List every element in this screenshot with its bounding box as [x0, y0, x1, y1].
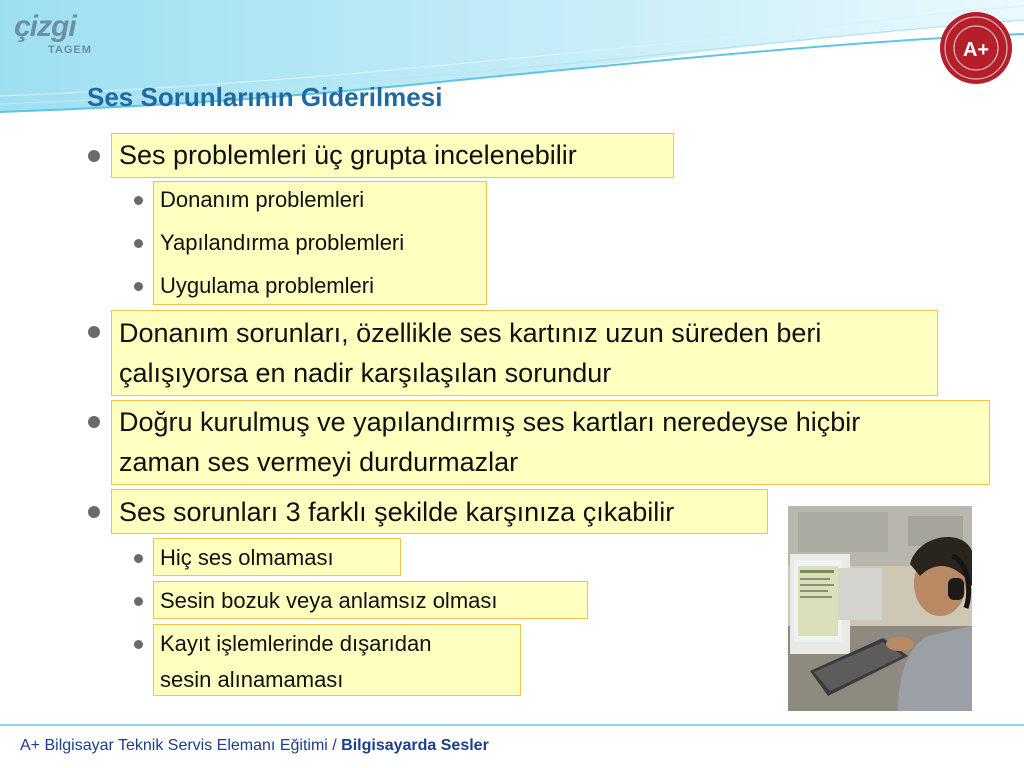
- footer-topic: Bilgisayarda Sesler: [341, 737, 489, 754]
- a-plus-certificate-seal: [938, 10, 1014, 86]
- logo-wordmark: çizgi: [14, 10, 76, 43]
- bullet-text-continuation: zaman ses vermeyi durdurmazlar: [119, 447, 519, 477]
- cizgi-tagem-logo: [14, 10, 114, 62]
- footer: [20, 737, 489, 755]
- sub-bullet-text: Yapılandırma problemleri: [160, 230, 405, 255]
- footer-course: A+ Bilgisayar Teknik Servis Elemanı Eğitimi /: [20, 737, 342, 754]
- logo-subtext: TAGEM: [48, 44, 92, 56]
- sub-bullet-text-continuation: sesin alınamaması: [160, 667, 344, 692]
- bullet-dot: [88, 416, 100, 428]
- sub-bullet-dot: [134, 640, 143, 649]
- bullet-dot: [88, 150, 100, 162]
- bullet-dot: [88, 506, 100, 518]
- sub-bullet-dot: [134, 597, 143, 606]
- sub-bullet-text: Uygulama problemleri: [160, 273, 374, 298]
- sub-bullet-dot: [134, 554, 143, 563]
- sub-bullet-text: Kayıt işlemlerinde dışarıdan: [160, 631, 432, 656]
- sub-bullet-text: Sesin bozuk veya anlamsız olması: [160, 588, 498, 613]
- bullet-text-continuation: çalışıyorsa en nadir karşılaşılan sorundur: [119, 358, 612, 388]
- sub-bullet-text: Donanım problemleri: [160, 187, 365, 212]
- bullet-dot: [88, 326, 100, 338]
- sub-bullet-dot: [134, 196, 143, 205]
- slide-title: Ses Sorunlarının Giderilmesi: [87, 82, 443, 112]
- sub-bullet-text: Hiç ses olmaması: [160, 545, 334, 570]
- bullet-text: Ses sorunları 3 farklı şekilde karşınıza çıkabilir: [119, 497, 675, 527]
- seal-label: A+: [962, 39, 990, 61]
- footer-divider: [0, 724, 1024, 726]
- bullet-text: Ses problemleri üç grupta incelenebilir: [119, 140, 577, 170]
- sub-bullet-dot: [134, 282, 143, 291]
- bullet-text: Donanım sorunları, özellikle ses kartınız uzun süreden beri: [119, 318, 822, 348]
- student-with-headphones-photo: [788, 506, 972, 711]
- sub-bullet-dot: [134, 239, 143, 248]
- bullet-text: Doğru kurulmuş ve yapılandırmış ses kartları neredeyse hiçbir: [119, 407, 861, 437]
